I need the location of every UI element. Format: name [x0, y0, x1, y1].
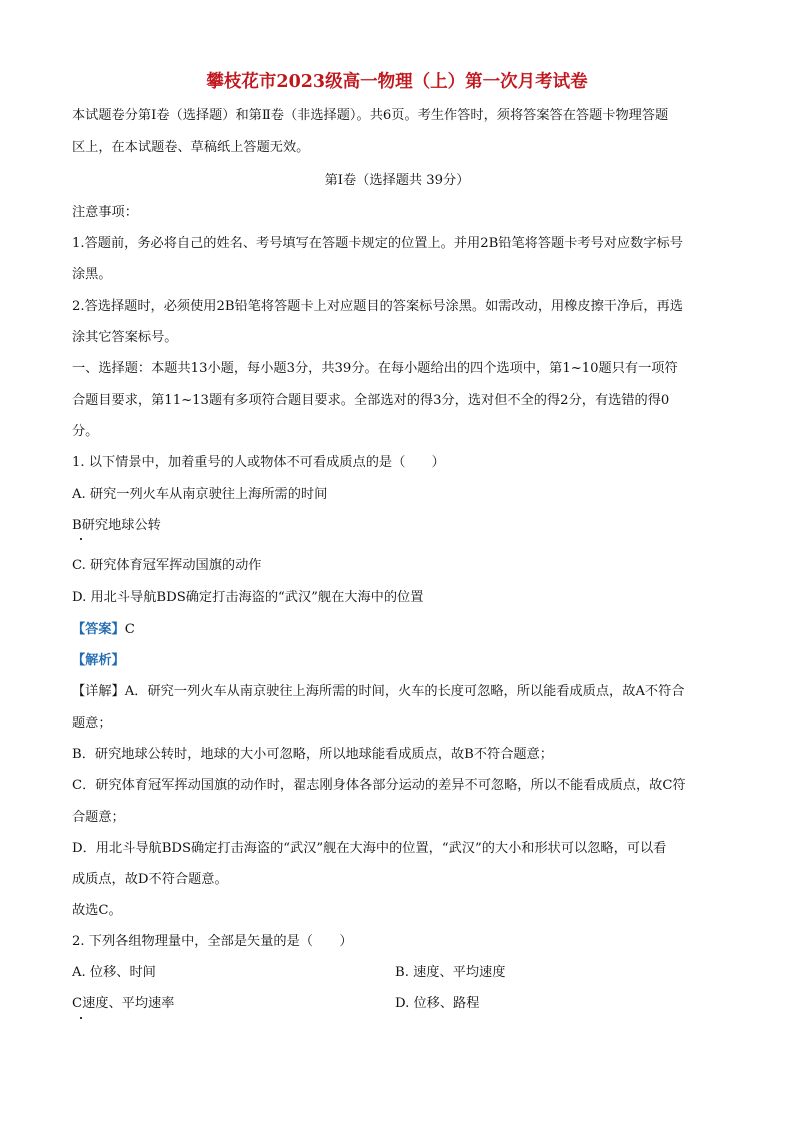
q1-explanation-c-line-2: 合题意； [72, 810, 125, 825]
section-heading: 第Ⅰ卷（选择题共 39分） [324, 173, 470, 188]
answer-value: C [124, 622, 135, 637]
notice-item-1-line-1: 1.答题前，务必将自己的姓名、考号填写在答题卡规定的位置上。并用2B铅笔将答题卡考号对应数字标号 [72, 236, 683, 251]
q2-options-row-2 [72, 994, 732, 1014]
stray-mark [80, 538, 82, 540]
part1-instructions-line-1: 一、选择题：本题共13小题，每小题3分，共39分。在每小题给出的四个选项中，第1~10题只有一项符 [72, 361, 678, 376]
q1-explanation-line-1 [72, 682, 732, 702]
explanation-a-text: A．研究一列火车从南京驶往上海所需的时间，火车的长度可忽略，所以能看成质点，故A不符合 [124, 684, 685, 699]
q1-analysis-tag [72, 651, 732, 671]
q1-answer [72, 620, 732, 640]
answer-tag: 【答案】 [72, 622, 125, 637]
stray-mark [80, 1017, 82, 1019]
q1-explanation-d-line-1: D．用北斗导航BDS确定打击海盗的“武汉”舰在大海中的位置，“武汉”的大小和形状可以忽略，可以看 [72, 841, 667, 856]
q1-explanation-c-line-1: C．研究体育冠军挥动国旗的动作时，翟志刚身体各部分运动的差异不可忽略，所以不能看成质点，故C符 [72, 778, 686, 793]
part1-instructions-line-2: 合题目要求，第11~13题有多项符合题目要求。全部选对的得3分，选对但不全的得2分，有选错的得0 [72, 393, 670, 408]
notice-item-2-line-2: 涂其它答案标号。 [72, 330, 178, 345]
q2-option-c: C速度、平均速率 [72, 996, 175, 1011]
exam-title: 攀枝花市2023级高一物理（上）第一次月考试卷 [206, 72, 588, 92]
q1-explanation-d-line-2: 成质点，故D不符合题意。 [72, 872, 228, 887]
q2-stem: 2. 下列各组物理量中，全部是矢量的是（ ） [72, 934, 353, 949]
detail-tag: 【详解】 [72, 684, 125, 699]
q1-explanation-line-2: 题意； [72, 716, 112, 731]
notice-heading: 注意事项： [72, 205, 138, 220]
q1-stem: 1. 以下情景中，加着重号的人或物体不可看成质点的是（ ） [72, 455, 445, 470]
q1-option-a: A. 研究一列火车从南京驶往上海所需的时间 [72, 487, 328, 502]
q2-option-a: A. 位移、时间 [72, 965, 156, 980]
notice-item-2-line-1: 2.答选择题时，必须使用2B铅笔将答题卡上对应题目的答案标号涂黑。如需改动，用橡皮擦干净后，再选 [72, 299, 683, 314]
intro-line-2: 区上，在本试题卷、草稿纸上答题无效。 [72, 140, 310, 155]
q2-options-row-1 [72, 963, 732, 983]
intro-line-1: 本试题卷分第Ⅰ卷（选择题）和第Ⅱ卷（非选择题）。共6页。考生作答时，须将答案答在答题卡物理答题 [72, 108, 669, 123]
analysis-tag: 【解析】 [72, 653, 125, 668]
q1-option-d: D. 用北斗导航BDS确定打击海盗的“武汉”舰在大海中的位置 [72, 590, 424, 605]
q2-option-b: B. 速度、平均速度 [395, 965, 506, 980]
q1-explanation-b: B．研究地球公转时，地球的大小可忽略，所以地球能看成质点，故B不符合题意； [72, 747, 553, 762]
q1-conclusion: 故选C。 [72, 903, 122, 918]
notice-item-1-line-2: 涂黑。 [72, 267, 112, 282]
q2-option-d: D. 位移、路程 [395, 996, 480, 1011]
q1-option-c: C. 研究体育冠军挥动国旗的动作 [72, 558, 262, 573]
part1-instructions-line-3: 分。 [72, 424, 99, 439]
q1-option-b: B研究地球公转 [72, 518, 161, 533]
